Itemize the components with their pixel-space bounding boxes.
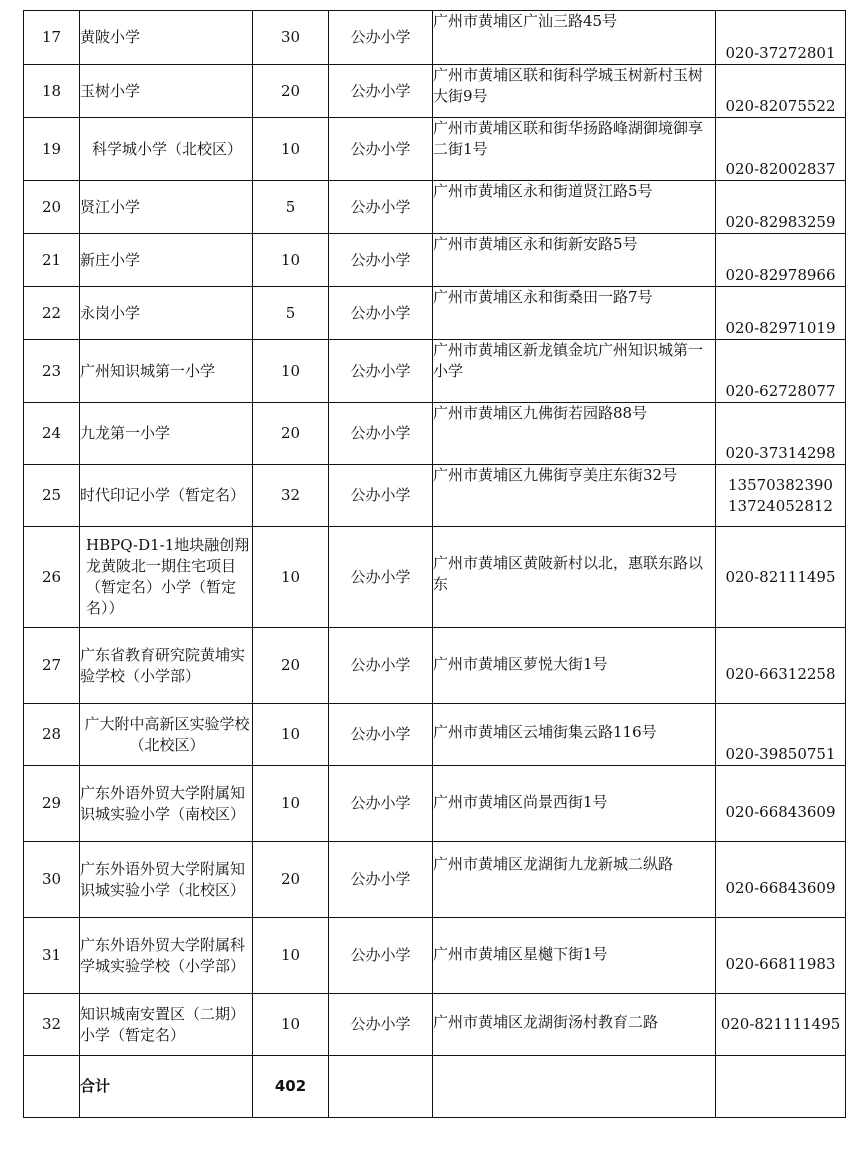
school-type: 公办小学 — [329, 118, 433, 181]
address: 广州市黄埔区九佛街亨美庄东街32号 — [433, 465, 716, 527]
school-name: 科学城小学（北校区） — [80, 118, 253, 181]
phone-cell — [716, 465, 846, 527]
row-number: 28 — [24, 704, 80, 766]
quota: 5 — [253, 181, 329, 234]
address: 广州市黄埔区龙湖街汤村教育二路 — [433, 994, 716, 1056]
phone: 020-82983259 — [716, 181, 846, 234]
table-row — [24, 118, 846, 181]
table-row — [24, 766, 846, 842]
empty-cell — [433, 1056, 716, 1118]
quota: 10 — [253, 234, 329, 287]
table-row — [24, 842, 846, 918]
total-label: 合计 — [80, 1056, 253, 1118]
quota: 10 — [253, 118, 329, 181]
row-number: 27 — [24, 628, 80, 704]
address: 广州市黄埔区云埔街集云路116号 — [433, 704, 716, 766]
quota: 10 — [253, 994, 329, 1056]
table-row — [24, 403, 846, 465]
row-number: 32 — [24, 994, 80, 1056]
school-type: 公办小学 — [329, 181, 433, 234]
school-type: 公办小学 — [329, 766, 433, 842]
address: 广州市黄埔区星樾下街1号 — [433, 918, 716, 994]
phone: 020-82111495 — [716, 527, 846, 628]
table-row — [24, 287, 846, 340]
quota: 20 — [253, 842, 329, 918]
school-type: 公办小学 — [329, 704, 433, 766]
address: 广州市黄埔区九佛街若园路88号 — [433, 403, 716, 465]
address: 广州市黄埔区萝悦大街1号 — [433, 628, 716, 704]
school-type: 公办小学 — [329, 403, 433, 465]
quota: 10 — [253, 704, 329, 766]
address: 广州市黄埔区联和街科学城玉树新村玉树大街9号 — [433, 65, 716, 118]
row-number: 31 — [24, 918, 80, 994]
quota: 10 — [253, 918, 329, 994]
empty-cell — [716, 1056, 846, 1118]
phone: 020-62728077 — [716, 340, 846, 403]
school-type: 公办小学 — [329, 287, 433, 340]
row-number: 23 — [24, 340, 80, 403]
school-name: HBPQ-D1-1地块融创翔龙黄陂北一期住宅项目（暂定名）小学（暂定名）） — [80, 527, 253, 628]
total-row — [24, 1056, 846, 1118]
quota: 32 — [253, 465, 329, 527]
school-name: 知识城南安置区（二期）小学（暂定名） — [80, 994, 253, 1056]
school-type: 公办小学 — [329, 628, 433, 704]
address: 广州市黄埔区黄陂新村以北，惠联东路以东 — [433, 527, 716, 628]
table-row — [24, 527, 846, 628]
address: 广州市黄埔区广汕三路45号 — [433, 11, 716, 65]
address: 广州市黄埔区永和街新安路5号 — [433, 234, 716, 287]
phone: 020-66843609 — [716, 766, 846, 842]
phone: 020-66811983 — [716, 918, 846, 994]
quota: 10 — [253, 340, 329, 403]
table-row — [24, 994, 846, 1056]
phone: 020-37314298 — [716, 403, 846, 465]
total-quota: 402 — [253, 1056, 329, 1118]
phone: 020-82075522 — [716, 65, 846, 118]
table-row — [24, 704, 846, 766]
row-number: 29 — [24, 766, 80, 842]
school-name: 广东外语外贸大学附属科学城实验学校（小学部） — [80, 918, 253, 994]
school-name: 玉树小学 — [80, 65, 253, 118]
phone: 13570382390 — [728, 475, 833, 494]
empty-cell — [329, 1056, 433, 1118]
school-name: 黄陂小学 — [80, 11, 253, 65]
row-number: 17 — [24, 11, 80, 65]
row-number: 24 — [24, 403, 80, 465]
address: 广州市黄埔区永和街道贤江路5号 — [433, 181, 716, 234]
phone: 020-82978966 — [716, 234, 846, 287]
school-type: 公办小学 — [329, 918, 433, 994]
school-name: 广东省教育研究院黄埔实验学校（小学部） — [80, 628, 253, 704]
row-number: 22 — [24, 287, 80, 340]
phone: 020-821111495 — [716, 994, 846, 1056]
quota: 30 — [253, 11, 329, 65]
row-number: 30 — [24, 842, 80, 918]
school-type: 公办小学 — [329, 340, 433, 403]
quota: 10 — [253, 766, 329, 842]
table-row — [24, 181, 846, 234]
school-name: 广州知识城第一小学 — [80, 340, 253, 403]
table-row — [24, 234, 846, 287]
quota: 20 — [253, 65, 329, 118]
row-number: 21 — [24, 234, 80, 287]
school-type: 公办小学 — [329, 842, 433, 918]
phone: 020-37272801 — [716, 11, 846, 65]
quota: 20 — [253, 628, 329, 704]
school-name: 九龙第一小学 — [80, 403, 253, 465]
row-number: 25 — [24, 465, 80, 527]
table-row — [24, 11, 846, 65]
address: 广州市黄埔区联和街华扬路峰湖御境御享二街1号 — [433, 118, 716, 181]
quota: 10 — [253, 527, 329, 628]
table-row — [24, 918, 846, 994]
row-number: 26 — [24, 527, 80, 628]
school-name: 新庄小学 — [80, 234, 253, 287]
phone: 020-66843609 — [716, 842, 846, 918]
table-row — [24, 340, 846, 403]
school-table — [23, 10, 846, 1118]
empty-cell — [24, 1056, 80, 1118]
school-name: 永岗小学 — [80, 287, 253, 340]
phone: 020-39850751 — [716, 704, 846, 766]
phone: 020-66312258 — [716, 628, 846, 704]
address: 广州市黄埔区龙湖街九龙新城二纵路 — [433, 842, 716, 918]
address: 广州市黄埔区尚景西街1号 — [433, 766, 716, 842]
table-row — [24, 628, 846, 704]
phone: 020-82971019 — [716, 287, 846, 340]
school-name: 时代印记小学（暂定名） — [80, 465, 253, 527]
school-name: 广东外语外贸大学附属知识城实验小学（南校区） — [80, 766, 253, 842]
school-type: 公办小学 — [329, 11, 433, 65]
school-type: 公办小学 — [329, 994, 433, 1056]
school-type: 公办小学 — [329, 527, 433, 628]
school-type: 公办小学 — [329, 465, 433, 527]
school-type: 公办小学 — [329, 234, 433, 287]
row-number: 18 — [24, 65, 80, 118]
school-name: 广东外语外贸大学附属知识城实验小学（北校区） — [80, 842, 253, 918]
table-row — [24, 465, 846, 527]
row-number: 20 — [24, 181, 80, 234]
row-number: 19 — [24, 118, 80, 181]
quota: 5 — [253, 287, 329, 340]
table-row — [24, 65, 846, 118]
phone-secondary: 13724052812 — [728, 496, 833, 515]
school-name: 广大附中高新区实验学校（北校区） — [80, 704, 253, 766]
school-type: 公办小学 — [329, 65, 433, 118]
school-table-body — [24, 11, 846, 1118]
phone: 020-82002837 — [716, 118, 846, 181]
quota: 20 — [253, 403, 329, 465]
school-name: 贤江小学 — [80, 181, 253, 234]
address: 广州市黄埔区新龙镇金坑广州知识城第一小学 — [433, 340, 716, 403]
address: 广州市黄埔区永和街桑田一路7号 — [433, 287, 716, 340]
